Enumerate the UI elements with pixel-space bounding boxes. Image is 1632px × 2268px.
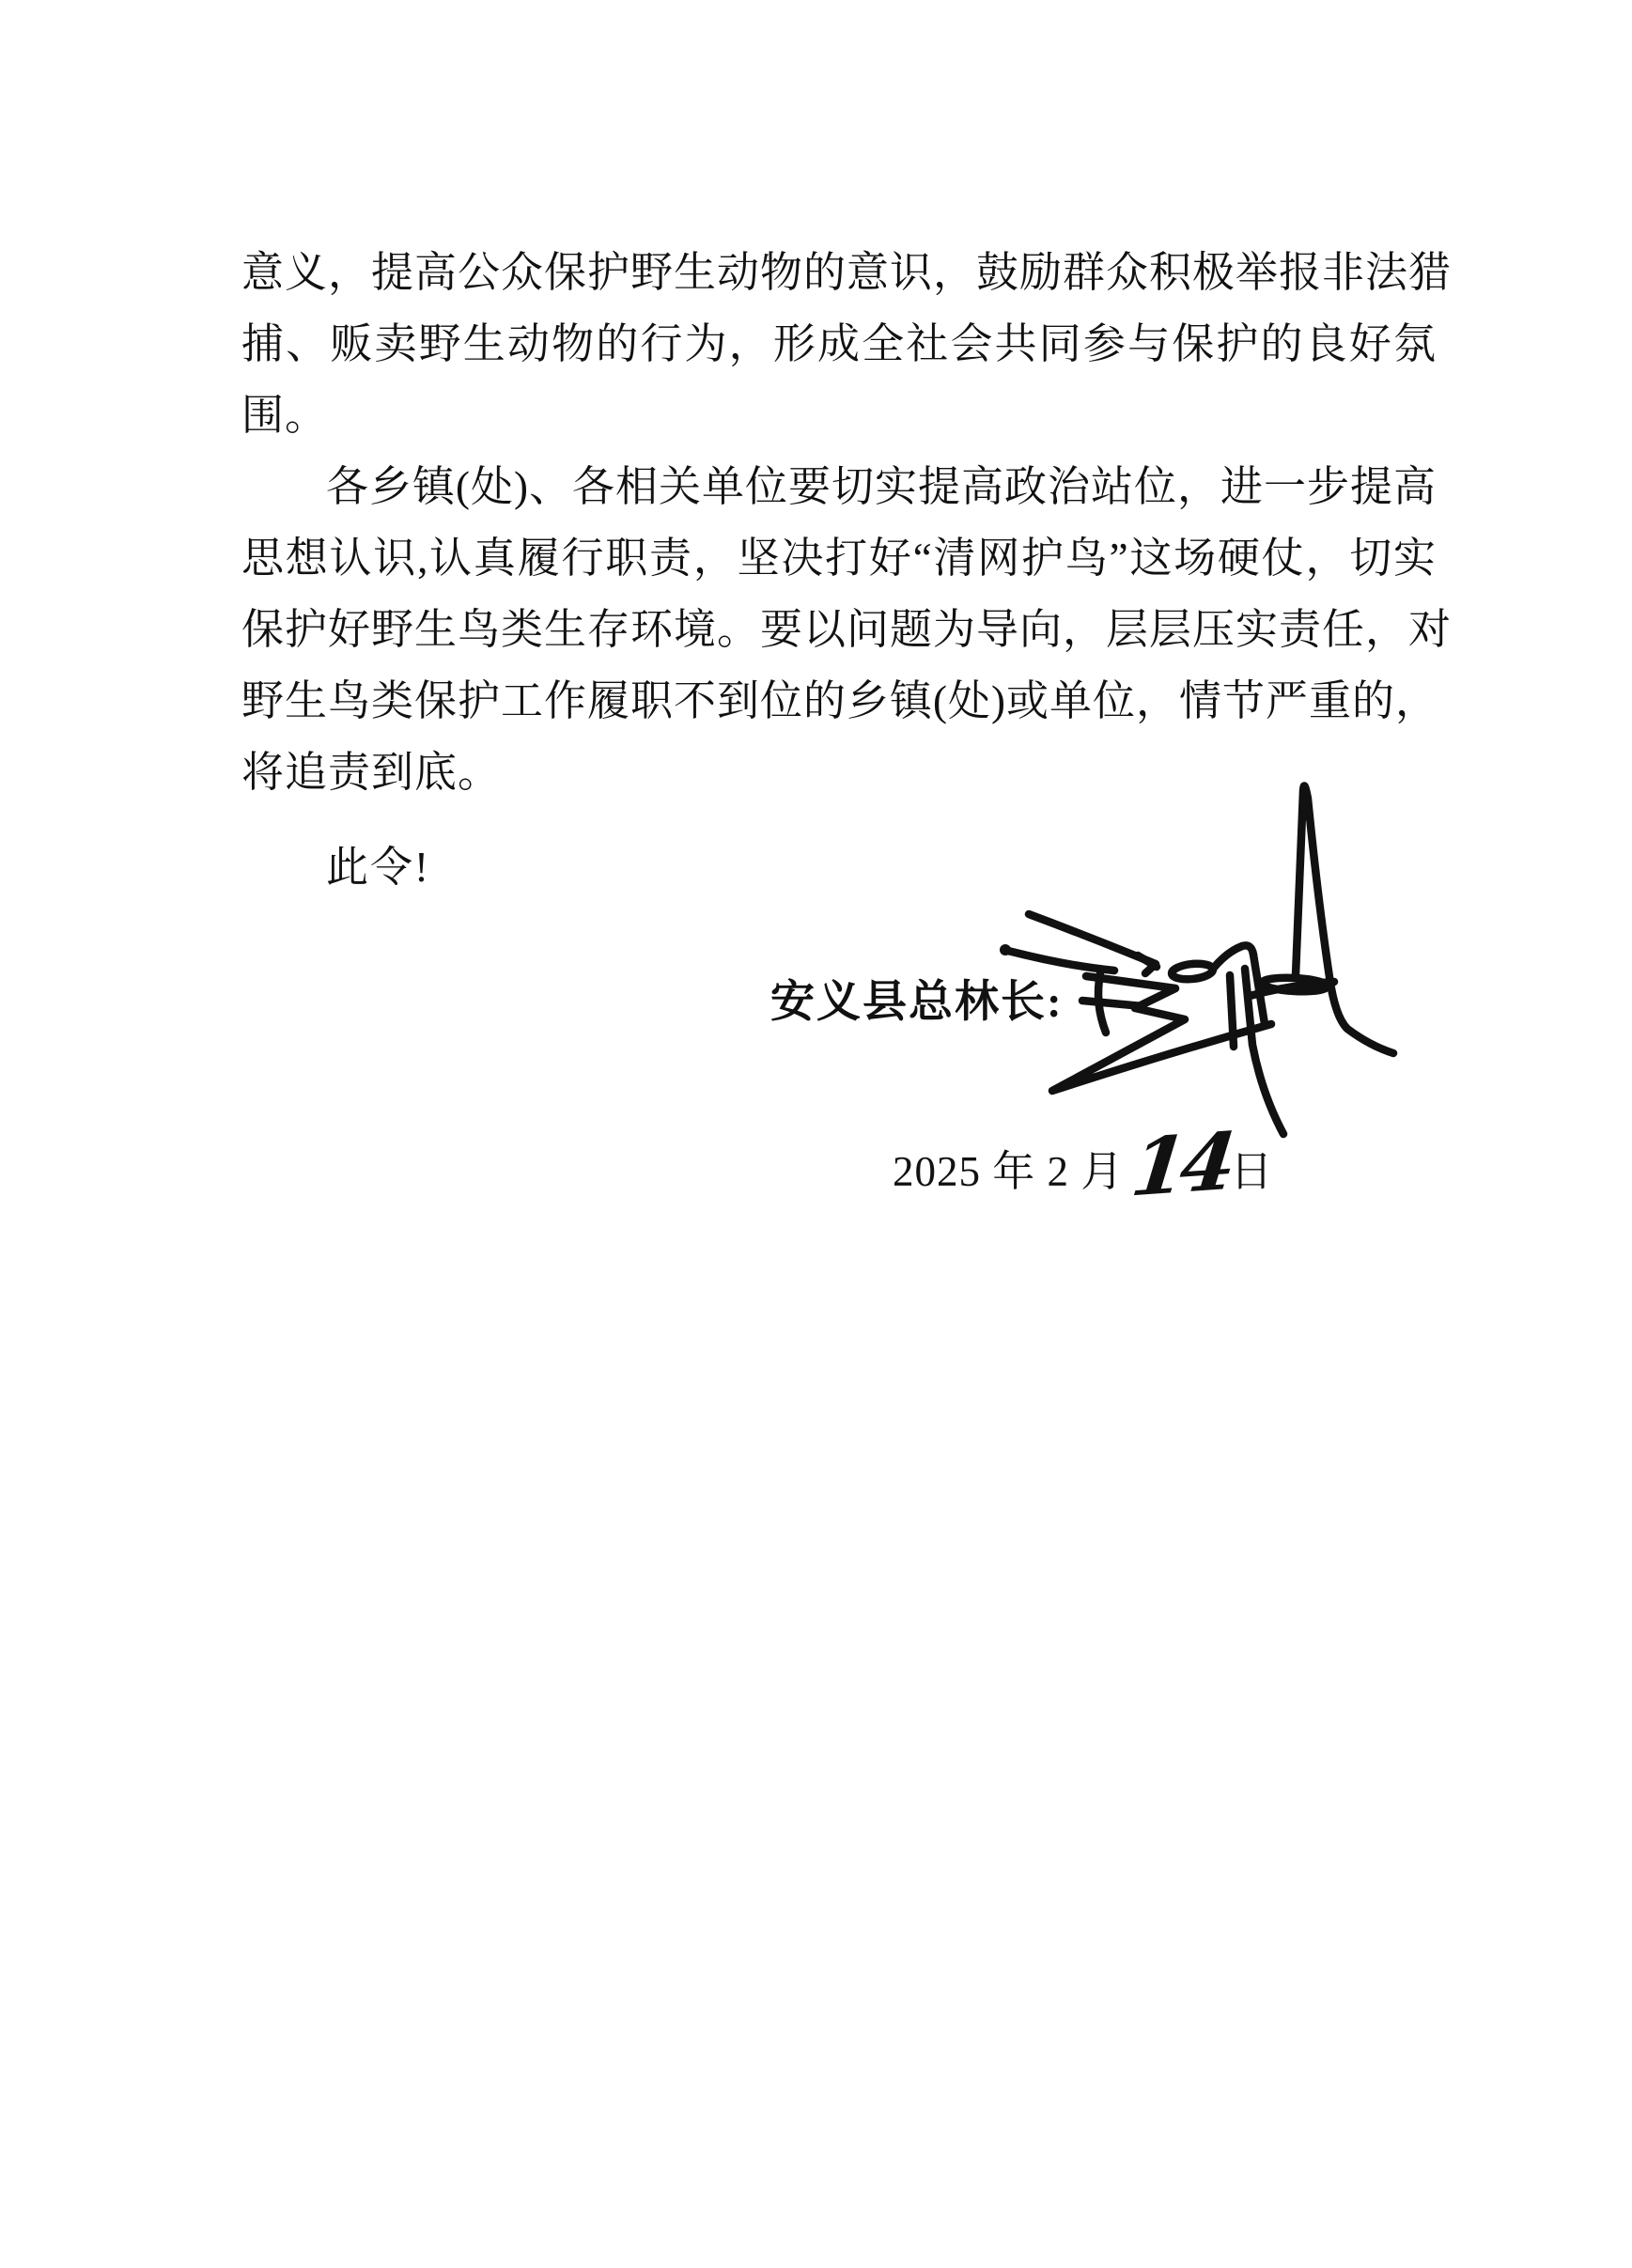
body-line-1: 意义，提高公众保护野生动物的意识，鼓励群众积极举报非法猎: [241, 249, 1453, 296]
date-day-handwritten: 14: [1126, 1114, 1235, 1215]
signature-label: 安义县总林长:: [770, 978, 1064, 1027]
closing-statement: 此令!: [326, 844, 430, 891]
date-line: [893, 1114, 1274, 1215]
date-prefix: 2025 年 2 月: [893, 1148, 1125, 1195]
date-suffix: 日: [1230, 1148, 1274, 1195]
body-line-3: 各乡镇(处)、各相关单位要切实提高政治站位，进一步提高: [326, 463, 1437, 510]
body-line-6: 野生鸟类保护工作履职不到位的乡镇(处)或单位，情节严重的，: [241, 677, 1438, 724]
body-paragraphs: [241, 237, 1453, 808]
body-line-4: 思想认识,认真履行职责，坚决打好“清网护鸟”这场硬仗，切实: [241, 535, 1437, 582]
body-line-2: 捕、贩卖野生动物的行为，形成全社会共同参与保护的良好氛围。: [241, 320, 1437, 439]
body-line-7: 将追责到底。: [241, 749, 502, 796]
handwritten-signature-icon: [977, 742, 1438, 1156]
body-line-5: 保护好野生鸟类生存环境。要以问题为导向，层层压实责任，对: [241, 606, 1453, 653]
